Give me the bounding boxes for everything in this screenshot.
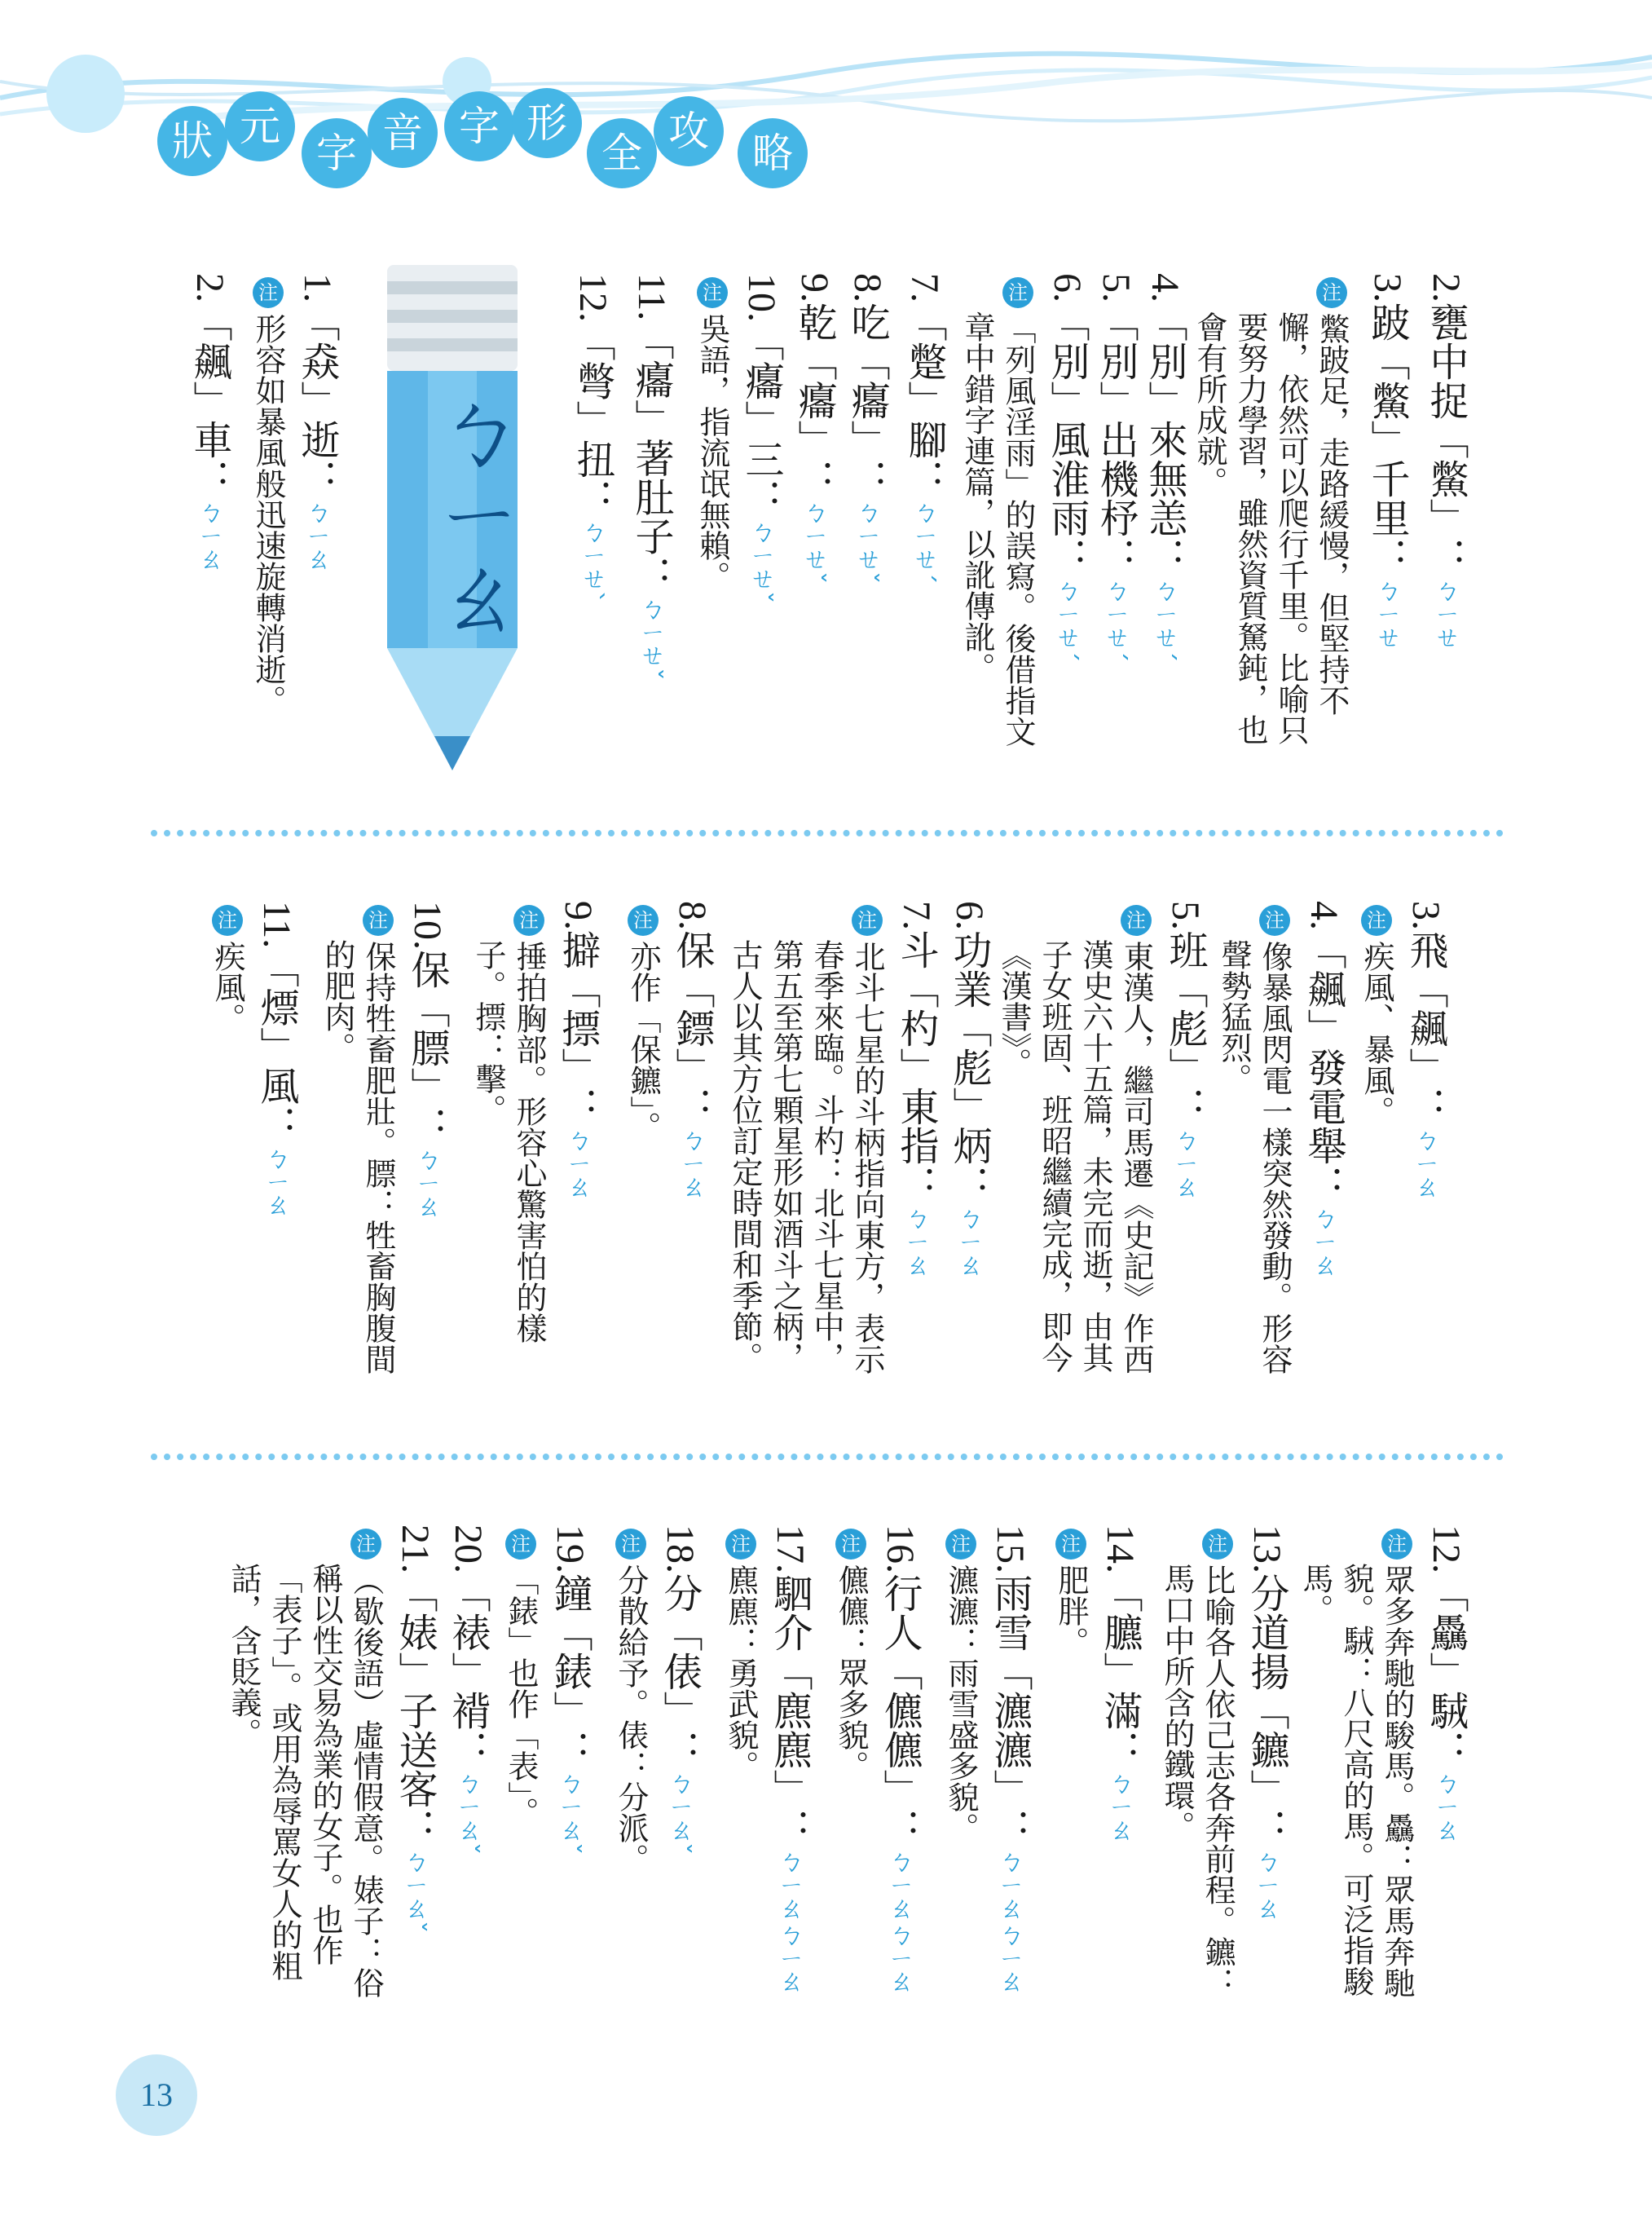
entry-1-3: 3.跛「鱉」千里：ㄅㄧㄝ [1364,273,1410,650]
entry-2-11: 11.「熛」風：ㄅㄧㄠ [253,901,299,1217]
entry-3-16: 16.行人「儦儦」：ㄅㄧㄠㄅㄧㄠ [877,1524,923,1994]
entry-2-3: 3.飛「飆」：ㄅㄧㄠ [1403,901,1448,1199]
entry-3-13: 13.分道揚「鑣」：ㄅㄧㄠ [1244,1524,1289,1921]
title-char-3: 字 [302,118,372,188]
note-3-19: 注「錶」也作「表」。 [501,1529,540,1828]
entry-1-12: 12.「彆」扭：ㄅㄧㄝˋ [570,273,615,604]
entry-3-14: 14.「臕」滿：ㄅㄧㄠ [1097,1524,1143,1842]
note-2-5: 注東漢人，繼司馬遷《史記》作西 [1117,905,1156,1374]
title-char-5: 字 [444,91,514,161]
note-1-6b: 章中錯字連篇，以訛傳訛。 [959,311,995,683]
title-char-7: 全 [587,118,657,188]
note-2-5b: 漢史六十五篇，未完而逝，由其 [1077,939,1113,1373]
note-2-7c: 第五至第七顆星形如酒斗之柄， [768,939,804,1373]
note-1-3c: 要努力學習，雖然資質駑鈍，也 [1232,311,1268,745]
note-3-12b: 貌。駥：八尺高的馬。可泛指駿 [1338,1563,1374,1997]
entry-2-5: 5.班「彪」：ㄅㄧㄠ [1162,901,1208,1199]
note-3-21c: 「表子」。或用為辱罵女人的粗 [267,1563,302,1981]
entry-1-5: 5.「別」出機杼：ㄅㄧㄝˊ [1093,273,1139,663]
entry-2-6: 6.功業「彪」炳：ㄅㄧㄠ [946,901,992,1277]
note-1-6: 注「列風淫雨」的誤寫。後借指文 [998,277,1037,747]
note-1-10: 注吳語，指流氓無賴。 [693,277,732,592]
note-2-7d: 古人以其方位訂定時間和季節。 [727,939,763,1373]
entry-3-21: 21.「婊」子送客：ㄅㄧㄠˇ [392,1524,438,1934]
entry-2-2: 2.「飆」車：ㄅㄧㄠ [187,273,232,571]
dotted-divider-1 [151,830,1504,836]
entry-3-20: 20.「裱」褙：ㄅㄧㄠˇ [445,1524,491,1855]
note-3-16: 注儦儦：眾多貌。 [831,1529,870,1781]
note-3-12: 注眾多奔馳的駿馬。驫：眾馬奔馳 [1377,1529,1416,1998]
entry-1-7: 7.「蹩」腳：ㄅㄧㄝˊ [901,273,947,585]
entry-1-6: 6.「別」風淮雨：ㄅㄧㄝˊ [1044,273,1090,663]
entry-2-1: 1.「猋」逝：ㄅㄧㄠ [294,273,340,571]
entry-2-9: 9.擗「摽」：ㄅㄧㄠ [555,901,601,1199]
entry-2-10: 10.保「膘」：ㄅㄧㄠ [404,901,450,1219]
note-1-3d: 會有所成就。 [1192,311,1227,497]
note-2-5d: 《漢書》。 [996,939,1032,1079]
note-1-3: 注鱉跛足，走路緩慢，但堅持不 [1312,277,1351,716]
note-3-17: 注麃麃：勇武貌。 [721,1529,760,1781]
note-3-15: 注瀌瀌：雨雪盛多貌。 [941,1529,980,1843]
note-3-21b: 稱以性交易為業的女子。也作 [307,1563,343,1966]
title-char-6: 形 [512,88,582,158]
title-char-4: 音 [368,98,438,168]
note-2-5c: 子女班固、班昭繼續完成，即今 [1037,939,1073,1373]
note-2-4: 注像暴風閃電一樣突然發動。形容 [1255,905,1294,1374]
entry-2-8: 8.保「鏢」：ㄅㄧㄠ [669,901,715,1199]
note-2-1: 注形容如暴風般迅速旋轉消逝。 [249,277,288,716]
note-2-7: 注北斗七星的斗柄指向東方，表示 [848,905,887,1374]
note-2-7b: 春季來臨。斗杓：北斗七星中， [808,939,844,1373]
note-3-18: 注分散給予。俵：分派。 [611,1529,650,1874]
entry-2-7: 7.斗「杓」東指：ㄅㄧㄠ [893,901,939,1277]
entry-3-17: 17.駟介「麃麃」：ㄅㄧㄠㄅㄧㄠ [767,1524,813,1994]
title-char-1: 狀 [157,106,227,176]
note-2-11: 注疾風。 [208,905,247,1034]
note-3-12c: 馬。 [1297,1563,1333,1625]
note-3-14: 注肥胖。 [1051,1529,1090,1657]
entry-3-19: 19.鐘「錶」：ㄅㄧㄠˇ [547,1524,593,1855]
note-2-9: 注捶拍胸部。形容心驚害怕的樣 [509,905,548,1344]
entry-3-18: 18.分「俵」：ㄅㄧㄠˇ [657,1524,703,1855]
note-2-10: 注保持牲畜肥壯。膘：牲畜胸腹間 [359,905,398,1374]
note-2-4b: 聲勢猛烈。 [1216,939,1252,1094]
note-3-13: 注比喻各人依己志各奔前程。鑣： [1198,1529,1237,1998]
note-2-10b: 的肥肉。 [319,939,355,1063]
entry-1-8: 8.吃「癟」：ㄅㄧㄝˇ [844,273,890,585]
entry-3-12: 12.「驫」駥：ㄅㄧㄠ [1423,1524,1469,1842]
entry-1-9: 9.乾「癟」：ㄅㄧㄝˇ [791,273,837,585]
note-2-3: 注疾風、暴風。 [1357,905,1396,1127]
note-3-21d: 話，含貶義。 [226,1563,262,1749]
title-char-9: 略 [738,118,808,188]
note-3-13b: 馬口中所含的鐵環。 [1159,1563,1195,1842]
entry-1-4: 4.「別」來無恙：ㄅㄧㄝˊ [1142,273,1187,663]
note-3-21: 注（歇後語）虛情假意。婊子：俗 [346,1529,385,1998]
page-number: 13 [116,2054,197,2136]
title-char-8: 攻 [654,96,724,166]
page-header [0,0,1652,212]
note-1-3b: 懈，依然可以爬行千里。比喻只 [1273,311,1309,745]
title-char-2: 元 [225,91,295,161]
entry-2-4: 4.「飆」發電舉：ㄅㄧㄠ [1301,901,1346,1277]
entry-1-10: 10.「癟」三：ㄅㄧㄝˇ [738,273,784,604]
dotted-divider-2 [151,1454,1504,1460]
pencil-label: ㄅㄧㄠ [420,383,524,644]
entry-3-15: 15.雨雪「瀌瀌」：ㄅㄧㄠㄅㄧㄠ [987,1524,1033,1994]
note-2-9b: 子。摽：擊。 [470,939,506,1125]
entry-1-11: 11.「癟」著肚子：ㄅㄧㄝˇ [628,273,674,681]
note-2-8: 注亦作「保鑣」。 [623,905,663,1142]
entry-1-2: 2.甕中捉「鱉」：ㄅㄧㄝ [1423,273,1469,650]
